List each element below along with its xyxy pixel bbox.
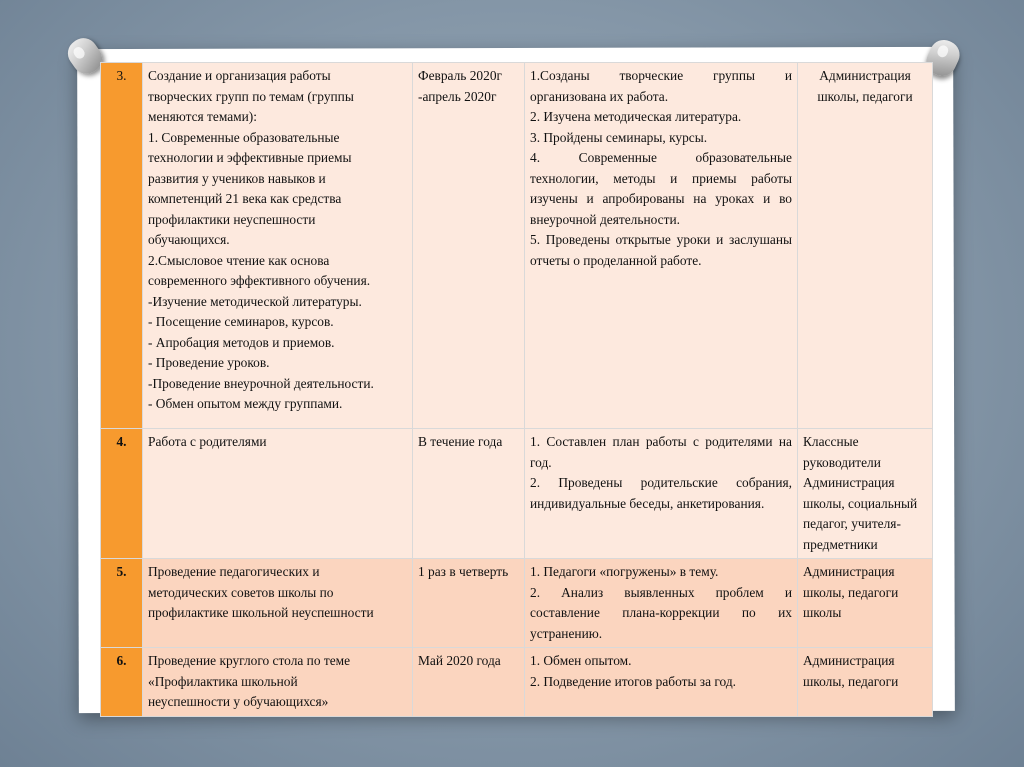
activity-line: профилактике школьной неуспешности bbox=[148, 605, 374, 620]
activity-line: развития у учеников навыков и bbox=[148, 170, 326, 186]
result-item: 2. Анализ выявленных проблем и составление плана-коррекции по их устранению. bbox=[530, 584, 792, 641]
activity-line: - Апробация методов и приемов. bbox=[148, 334, 335, 350]
responsible-line: школы, педагоги bbox=[803, 673, 899, 689]
responsible-cell bbox=[798, 63, 933, 429]
activity-line: меняются темами): bbox=[148, 109, 257, 124]
activity-line: методических советов школы по bbox=[148, 584, 334, 600]
activity-cell bbox=[143, 63, 413, 429]
activity-line: 1. Современные образовательные bbox=[148, 129, 340, 145]
activity-line: творческих групп по темам (группы bbox=[148, 88, 354, 104]
date-line: 1 раз в четверть bbox=[418, 564, 509, 579]
responsible-line: предметники bbox=[803, 536, 878, 552]
responsible-line: школы, педагоги bbox=[803, 584, 899, 600]
activity-line: 2.Смысловое чтение как основа bbox=[148, 252, 330, 268]
activity-cell bbox=[143, 648, 413, 717]
activity-line: компетенций 21 века как средства bbox=[148, 191, 342, 206]
result-item: 2. Подведение итогов работы за год. bbox=[530, 673, 737, 689]
date-cell bbox=[413, 559, 525, 648]
results-cell bbox=[525, 648, 798, 717]
responsible-line: Администрация bbox=[819, 68, 911, 83]
activity-line: «Профилактика школьной bbox=[148, 673, 298, 689]
result-item: 2. Изучена методическая литература. bbox=[530, 109, 742, 124]
activity-line: обучающихся. bbox=[148, 232, 230, 247]
work-plan-table bbox=[100, 62, 933, 717]
date-cell bbox=[413, 63, 525, 429]
responsible-line: Администрация bbox=[803, 564, 895, 579]
responsible-line: руководители bbox=[803, 454, 881, 470]
date-line: В течение года bbox=[418, 434, 503, 449]
date-cell bbox=[413, 648, 525, 717]
activity-line: профилактики неуспешности bbox=[148, 211, 316, 227]
activity-line: - Посещение семинаров, курсов. bbox=[148, 314, 334, 329]
responsible-line: школы, педагоги bbox=[817, 88, 913, 104]
activity-line: Проведение педагогических и bbox=[148, 564, 320, 579]
responsible-cell bbox=[798, 559, 933, 648]
activity-cell bbox=[143, 559, 413, 648]
results-cell bbox=[525, 63, 798, 429]
responsible-line: Классные bbox=[803, 434, 859, 449]
date-line: Февраль 2020г bbox=[418, 68, 503, 83]
activity-line: современного эффективного обучения. bbox=[148, 273, 371, 288]
result-item: 1. Обмен опытом. bbox=[530, 653, 632, 668]
date-cell bbox=[413, 429, 525, 559]
results-cell bbox=[525, 559, 798, 648]
result-item: 5. Проведены открытые уроки и заслушаны отчеты о проделанной работе. bbox=[530, 232, 792, 268]
responsible-line: Администрация bbox=[803, 653, 895, 668]
result-item: 1.Созданы творческие группы и организована их работа. bbox=[530, 68, 792, 104]
table-row bbox=[101, 63, 933, 429]
activity-line: -Проведение внеурочной деятельности. bbox=[148, 375, 374, 391]
result-item: 3. Пройдены семинары, курсы. bbox=[530, 129, 708, 145]
activity-line: неуспешности у обучающихся» bbox=[148, 694, 329, 709]
result-item: 1. Педагоги «погружены» в тему. bbox=[530, 564, 719, 579]
activity-line: технологии и эффективные приемы bbox=[148, 150, 352, 165]
result-item: 4. Современные образовательные технологии, методы и приемы работы изучены и апробированы на уроках и во внеурочной деятельности. bbox=[530, 150, 792, 227]
row-number: 4. bbox=[101, 429, 143, 559]
responsible-cell bbox=[798, 648, 933, 717]
activity-line: - Проведение уроков. bbox=[148, 355, 270, 370]
table-row bbox=[101, 429, 933, 559]
table-row bbox=[101, 648, 933, 717]
responsible-line: школы, социальный bbox=[803, 495, 918, 511]
row-number: 6. bbox=[101, 648, 143, 717]
responsible-cell bbox=[798, 429, 933, 559]
activity-line: Работа с родителями bbox=[148, 434, 267, 449]
row-number: 5. bbox=[101, 559, 143, 648]
row-number: 3. bbox=[101, 63, 143, 429]
result-item: 1. Составлен план работы с родителями на год. bbox=[530, 434, 792, 470]
activity-line: - Обмен опытом между группами. bbox=[148, 396, 343, 411]
activity-line: -Изучение методической литературы. bbox=[148, 293, 362, 309]
activity-cell bbox=[143, 429, 413, 559]
table-row bbox=[101, 559, 933, 648]
activity-line: Проведение круглого стола по теме bbox=[148, 653, 351, 668]
responsible-line: Администрация bbox=[803, 475, 895, 490]
responsible-line: педагог, учителя- bbox=[803, 516, 901, 531]
results-cell bbox=[525, 429, 798, 559]
responsible-line: школы bbox=[803, 605, 842, 620]
date-line: Май 2020 года bbox=[418, 653, 501, 668]
activity-line: Создание и организация работы bbox=[148, 68, 331, 83]
date-line: -апрель 2020г bbox=[418, 88, 497, 104]
result-item: 2. Проведены родительские собрания, индивидуальные беседы, анкетирования. bbox=[530, 475, 792, 511]
